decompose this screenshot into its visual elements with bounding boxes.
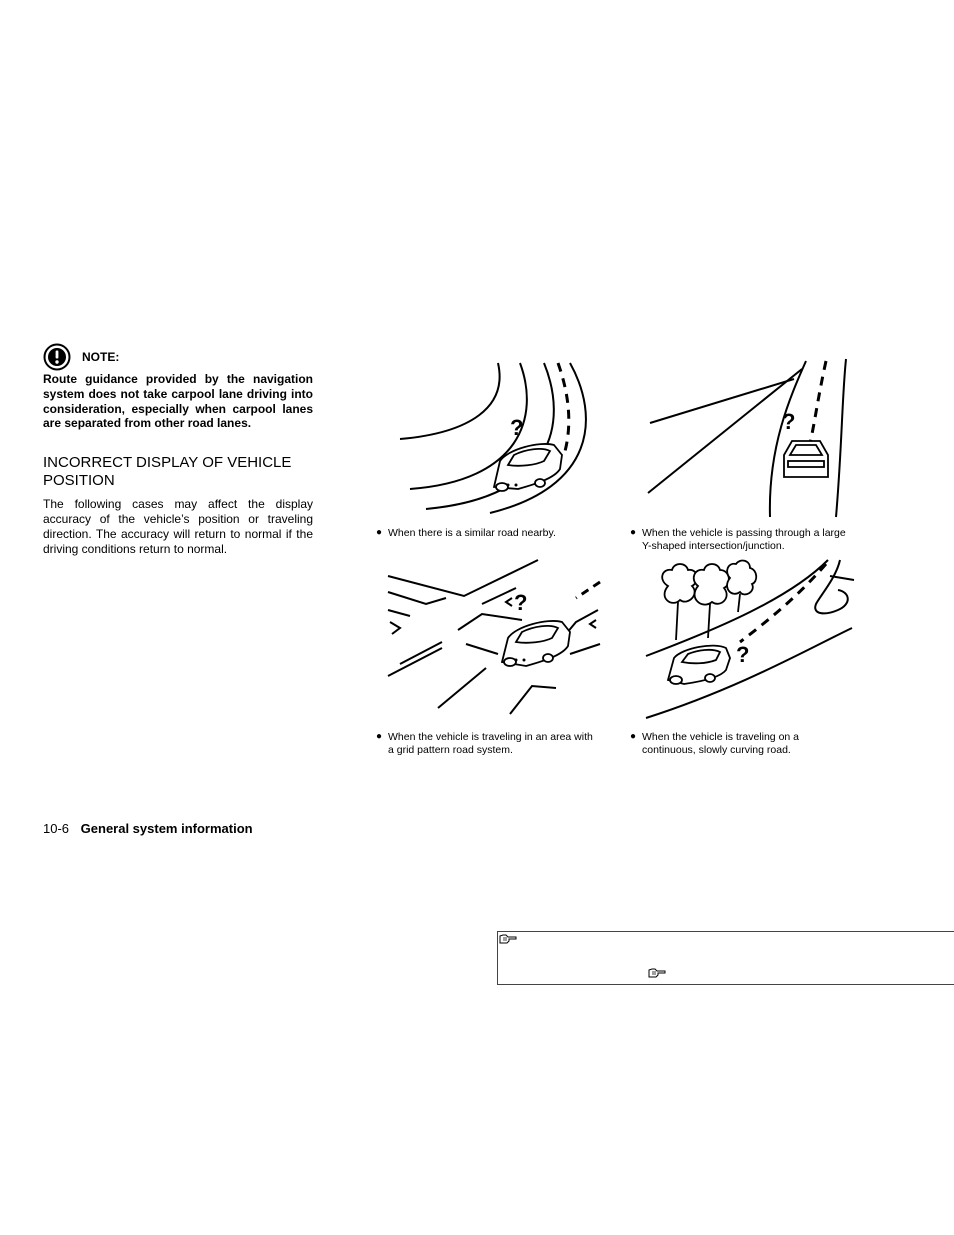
car-on-curving-road-with-trees-illustration (640, 558, 860, 723)
exclamation-circle-icon (43, 343, 71, 371)
figure-caption-text: When there is a similar road nearby. (388, 527, 556, 539)
section-title: INCORRECT DISPLAY OF VEHICLE POSITION (43, 454, 292, 489)
figure-caption-3 (376, 731, 593, 756)
page-number: 10-6 (43, 821, 70, 836)
bullet-icon: ● (630, 731, 637, 742)
note-title: NOTE: (82, 350, 120, 364)
figure-caption-text: When the vehicle is traveling on a continuous, slowly curving road. (642, 731, 800, 756)
note-body: Route guidance provided by the navigation system does not take carpool lane driving into consideration, especially when carpool lanes are separated from other road lanes. (43, 372, 313, 431)
figure-caption-text: When the vehicle is traveling in an area with a grid pattern road system. (388, 731, 593, 756)
reference-box (497, 931, 954, 985)
svg-text:?: ? (736, 642, 750, 667)
car-at-y-intersection-illustration (640, 357, 850, 517)
figure-caption-4 (630, 731, 847, 756)
page-footer (43, 821, 253, 836)
svg-text:?: ? (510, 415, 524, 440)
figure-caption-1 (376, 527, 593, 540)
pointing-hand-icon (648, 967, 666, 978)
footer-title: General system information (80, 821, 253, 836)
bullet-icon: ● (630, 527, 637, 538)
pointing-hand-icon (499, 933, 517, 944)
figure-caption-text: When the vehicle is passing through a large Y-shaped intersection/junction. (642, 527, 846, 552)
bullet-icon: ● (376, 527, 383, 538)
bullet-icon: ● (376, 731, 383, 742)
svg-text:?: ? (514, 590, 528, 615)
svg-text:?: ? (782, 409, 796, 434)
section-body: The following cases may affect the display accuracy of the vehicle’s position or traveling direction. The accuracy will return to normal if the driving conditions return to normal. (43, 497, 313, 556)
car-on-curved-parallel-roads-illustration (390, 357, 600, 517)
car-in-grid-road-illustration (386, 558, 606, 718)
figure-caption-2 (630, 527, 847, 552)
